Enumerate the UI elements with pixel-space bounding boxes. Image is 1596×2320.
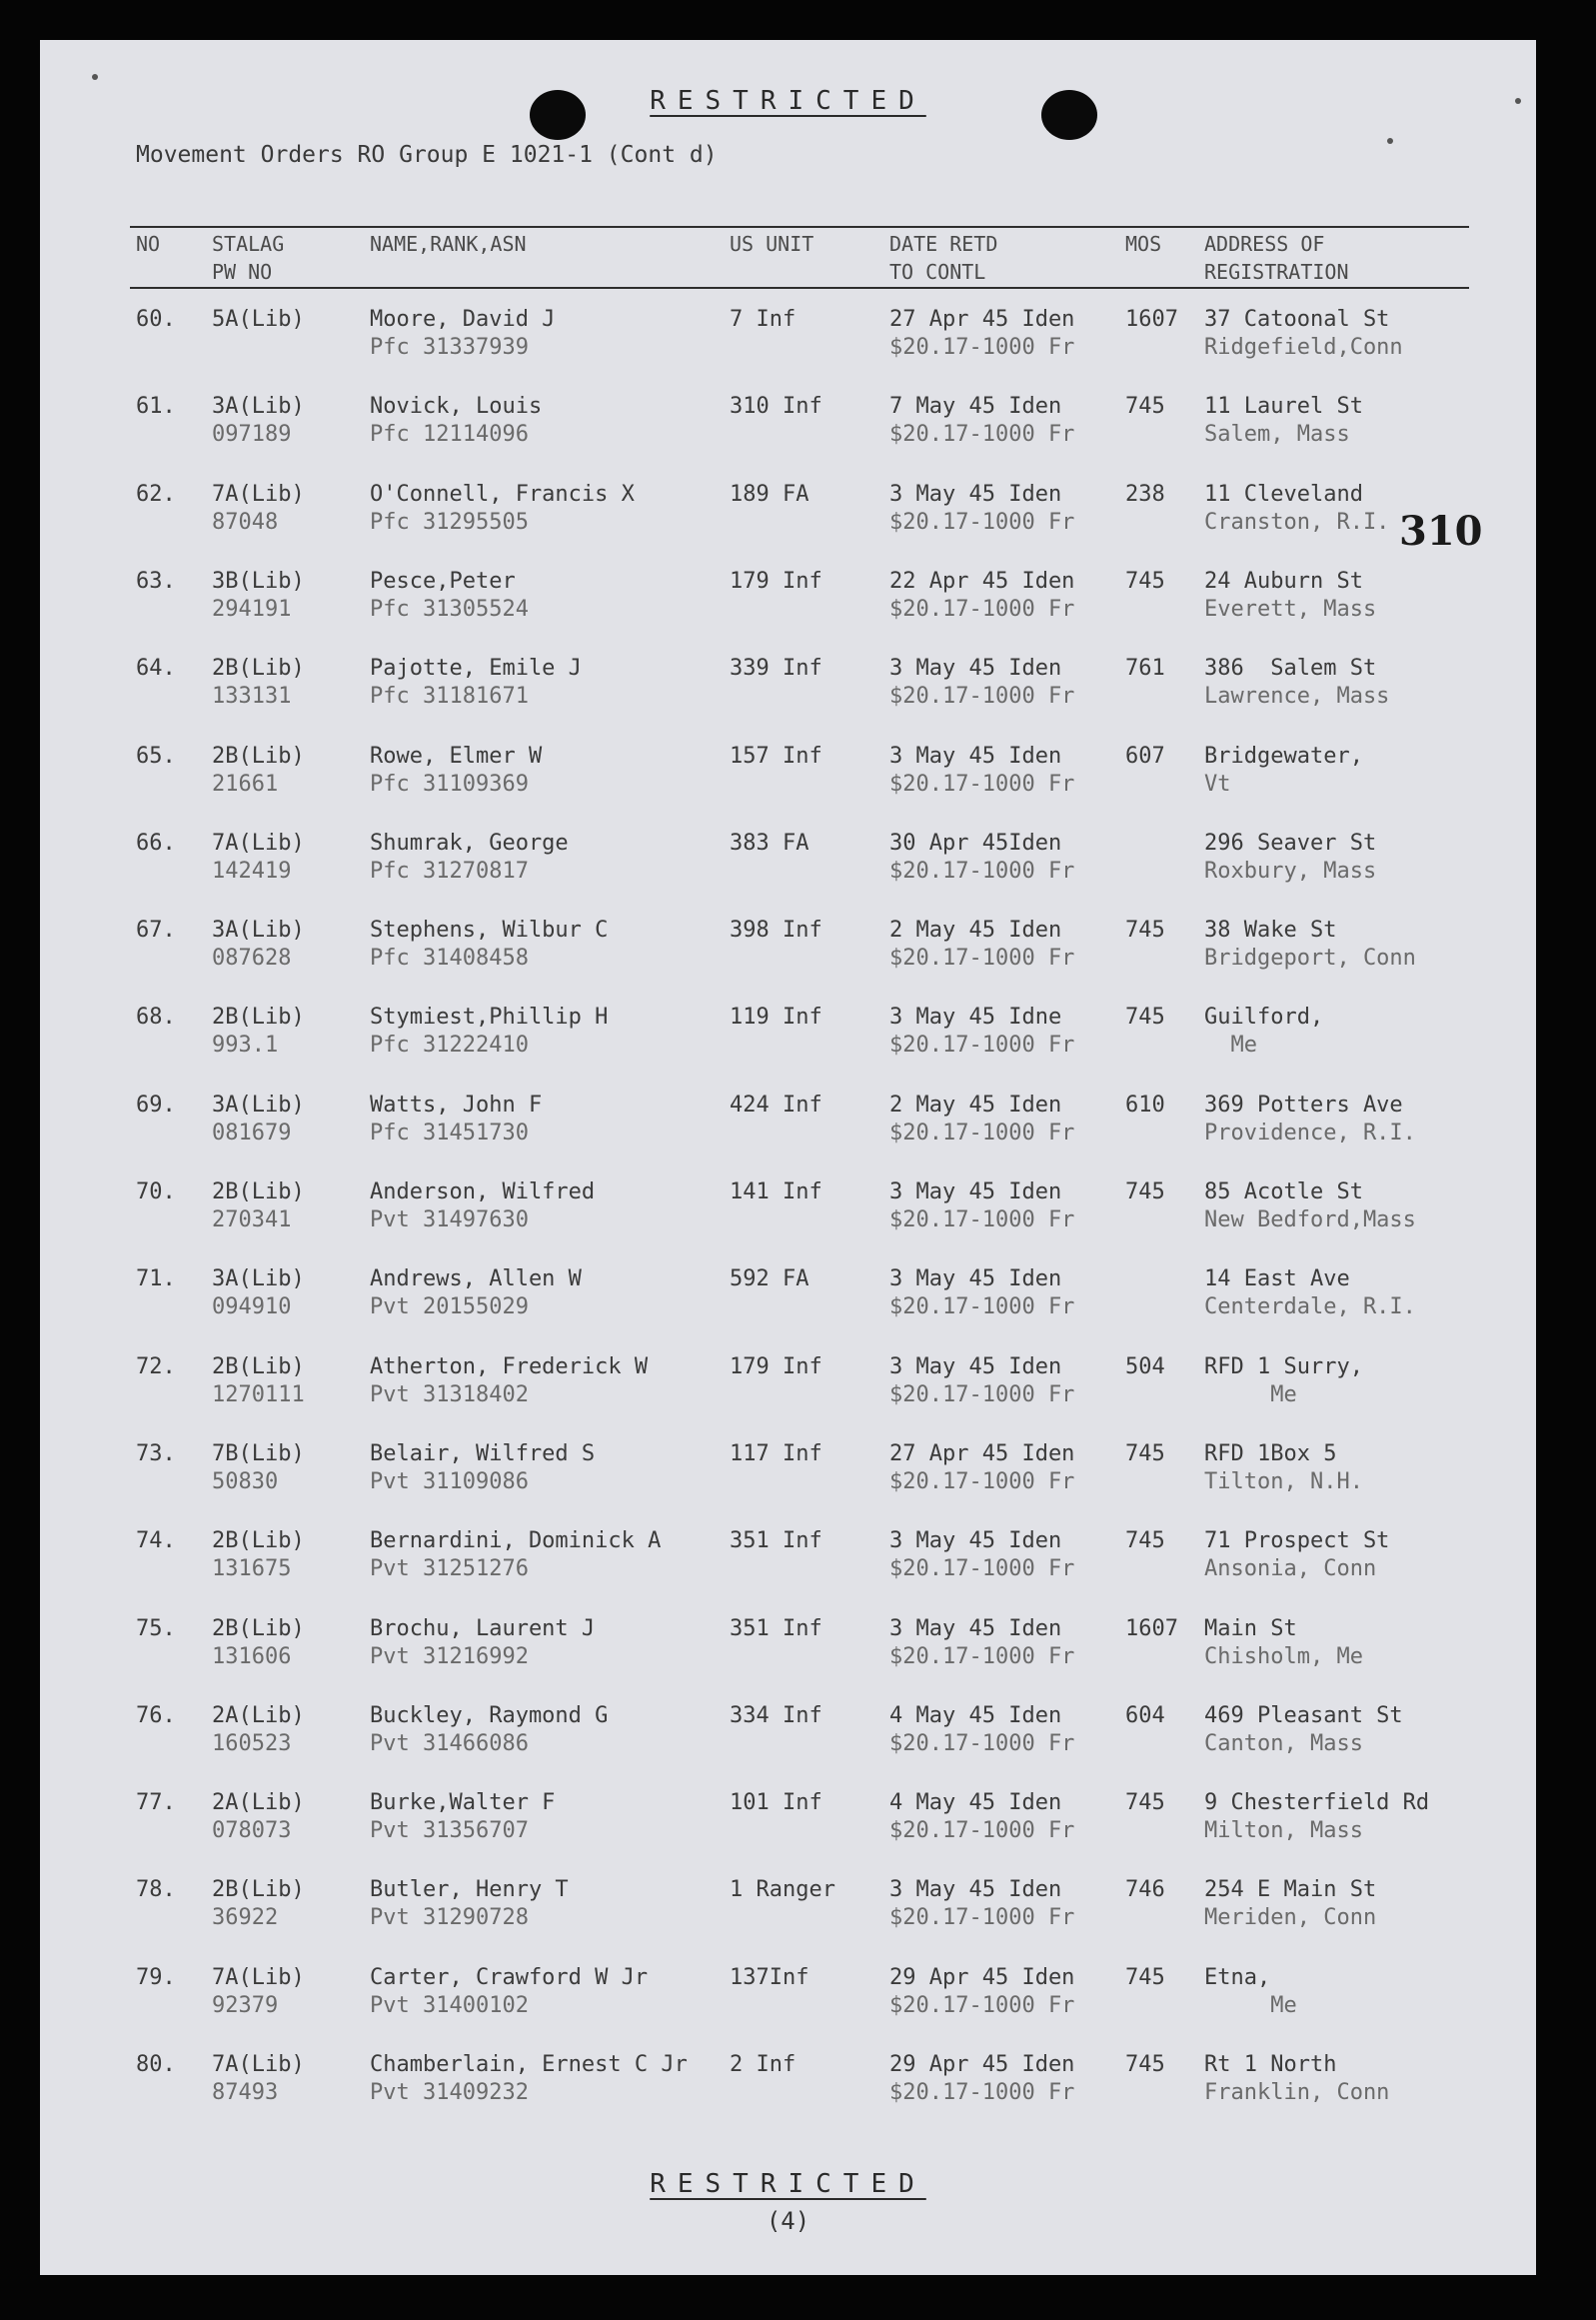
row-number: 70.	[136, 1179, 176, 1204]
document-subtitle: Movement Orders RO Group E 1021-1 (Cont d)	[136, 142, 718, 168]
soldier-name: Butler, Henry T	[370, 1877, 569, 1903]
pw-number: 21661	[212, 771, 279, 797]
pw-number: 097189	[212, 422, 292, 448]
rank-asn: Pfc 31408458	[370, 946, 529, 972]
address-line2: Roxbury, Mass	[1204, 858, 1377, 884]
column-header-unit: US UNIT	[730, 232, 814, 256]
classification-header: RESTRICTED	[650, 86, 926, 116]
mos-code: 610	[1125, 1092, 1165, 1118]
speck	[1387, 138, 1393, 144]
pw-number: 160523	[212, 1730, 292, 1756]
us-unit: 383 FA	[730, 830, 809, 856]
rank-asn: Pvt 31318402	[370, 1381, 529, 1407]
pw-number: 081679	[212, 1120, 292, 1146]
table-row	[40, 393, 1536, 473]
table-row	[40, 1092, 1536, 1171]
stalag: 3A(Lib)	[212, 394, 305, 420]
stalag: 5A(Lib)	[212, 307, 305, 332]
stalag: 2A(Lib)	[212, 1702, 305, 1728]
us-unit: 137Inf	[730, 1964, 809, 1990]
address-line1: 85 Acotle St	[1204, 1179, 1363, 1204]
soldier-name: Watts, John F	[370, 1092, 543, 1118]
address-line2: Cranston, R.I.	[1204, 509, 1390, 535]
speck	[92, 74, 98, 80]
row-number: 62.	[136, 481, 176, 507]
date-returned: 3 May 45 Idne	[889, 1005, 1062, 1031]
pw-number: 993.1	[212, 1033, 279, 1059]
us-unit: 141 Inf	[730, 1179, 822, 1204]
address-line1: 14 East Ave	[1204, 1266, 1350, 1292]
soldier-name: Atherton, Frederick W	[370, 1353, 649, 1379]
rank-asn: Pvt 31251276	[370, 1556, 529, 1582]
address-line2: Chisholm, Me	[1204, 1643, 1363, 1669]
soldier-name: Buckley, Raymond G	[370, 1702, 609, 1728]
stalag: 3A(Lib)	[212, 1266, 305, 1292]
rank-asn: Pfc 31270817	[370, 858, 529, 884]
mos-code: 745	[1125, 1179, 1165, 1204]
address-line2: Ansonia, Conn	[1204, 1556, 1377, 1582]
row-number: 63.	[136, 568, 176, 594]
address-line1: 24 Auburn St	[1204, 568, 1363, 594]
table-row	[40, 1964, 1536, 2044]
column-header-no: NO	[136, 232, 161, 256]
table-row	[40, 1440, 1536, 1520]
address-line1: 9 Chesterfield Rd	[1204, 1790, 1430, 1816]
stalag: 2B(Lib)	[212, 1877, 305, 1903]
pw-number: 36922	[212, 1905, 279, 1931]
stalag: 2B(Lib)	[212, 1353, 305, 1379]
address-line2: Centerdale, R.I.	[1204, 1294, 1416, 1320]
mos-code: 745	[1125, 1528, 1165, 1554]
pay-amount: $20.17-1000 Fr	[889, 596, 1075, 622]
pw-number: 131675	[212, 1556, 292, 1582]
table-row	[40, 1527, 1536, 1607]
table-row	[40, 481, 1536, 561]
row-number: 80.	[136, 2052, 176, 2077]
rank-asn: Pvt 31290728	[370, 1905, 529, 1931]
stalag: 2B(Lib)	[212, 1179, 305, 1204]
us-unit: 398 Inf	[730, 918, 822, 944]
pay-amount: $20.17-1000 Fr	[889, 1207, 1075, 1232]
pay-amount: $20.17-1000 Fr	[889, 858, 1075, 884]
address-line1: 369 Potters Ave	[1204, 1092, 1403, 1118]
column-header-address: ADDRESS OF REGISTRATION	[1204, 232, 1349, 284]
date-returned: 3 May 45 Iden	[889, 1353, 1062, 1379]
address-line1: 254 E Main St	[1204, 1877, 1377, 1903]
address-line1: 37 Catoonal St	[1204, 307, 1390, 332]
us-unit: 2 Inf	[730, 2052, 797, 2077]
rank-asn: Pvt 31409232	[370, 2080, 529, 2105]
header-rule-bottom	[130, 287, 1469, 289]
date-returned: 2 May 45 Iden	[889, 918, 1062, 944]
mos-code: 745	[1125, 568, 1165, 594]
us-unit: 592 FA	[730, 1266, 809, 1292]
mos-code: 745	[1125, 1005, 1165, 1031]
us-unit: 101 Inf	[730, 1790, 822, 1816]
stalag: 7A(Lib)	[212, 830, 305, 856]
pay-amount: $20.17-1000 Fr	[889, 1120, 1075, 1146]
stalag: 7A(Lib)	[212, 1964, 305, 1990]
table-row	[40, 1353, 1536, 1433]
rank-asn: Pfc 31337939	[370, 335, 529, 360]
us-unit: 179 Inf	[730, 1353, 822, 1379]
us-unit: 351 Inf	[730, 1528, 822, 1554]
row-number: 68.	[136, 1005, 176, 1031]
rank-asn: Pvt 31109086	[370, 1468, 529, 1494]
us-unit: 7 Inf	[730, 307, 797, 332]
date-returned: 27 Apr 45 Iden	[889, 1440, 1075, 1466]
pw-number: 131606	[212, 1643, 292, 1669]
pw-number: 078073	[212, 1818, 292, 1844]
date-returned: 29 Apr 45 Iden	[889, 2052, 1075, 2077]
mos-code: 746	[1125, 1877, 1165, 1903]
row-number: 71.	[136, 1266, 176, 1292]
mos-code: 607	[1125, 743, 1165, 769]
soldier-name: Moore, David J	[370, 307, 556, 332]
soldier-name: Burke,Walter F	[370, 1790, 556, 1816]
soldier-name: Rowe, Elmer W	[370, 743, 543, 769]
pay-amount: $20.17-1000 Fr	[889, 1992, 1075, 2018]
pw-number: 294191	[212, 596, 292, 622]
mos-code: 745	[1125, 1440, 1165, 1466]
mos-code: 504	[1125, 1353, 1165, 1379]
row-number: 76.	[136, 1702, 176, 1728]
row-number: 60.	[136, 307, 176, 332]
mos-code: 745	[1125, 394, 1165, 420]
pay-amount: $20.17-1000 Fr	[889, 2080, 1075, 2105]
address-line1: Bridgewater,	[1204, 743, 1363, 769]
pw-number: 1270111	[212, 1381, 305, 1407]
address-line2: Meriden, Conn	[1204, 1905, 1377, 1931]
pw-number: 50830	[212, 1468, 279, 1494]
us-unit: 189 FA	[730, 481, 809, 507]
page-number: (4)	[766, 2207, 810, 2235]
rank-asn: Pvt 31400102	[370, 1992, 529, 2018]
soldier-name: Anderson, Wilfred	[370, 1179, 596, 1204]
stalag: 3B(Lib)	[212, 568, 305, 594]
table-row	[40, 830, 1536, 910]
column-header-mos: MOS	[1125, 232, 1162, 256]
address-line1: 469 Pleasant St	[1204, 1702, 1403, 1728]
soldier-name: Shumrak, George	[370, 830, 569, 856]
stalag: 2A(Lib)	[212, 1790, 305, 1816]
rank-asn: Pfc 31305524	[370, 596, 529, 622]
pay-amount: $20.17-1000 Fr	[889, 509, 1075, 535]
address-line1: Main St	[1204, 1615, 1297, 1641]
mos-code: 745	[1125, 918, 1165, 944]
date-returned: 3 May 45 Iden	[889, 1528, 1062, 1554]
table-row	[40, 1789, 1536, 1869]
address-line2: Providence, R.I.	[1204, 1120, 1416, 1146]
table-row	[40, 1265, 1536, 1345]
rank-asn: Pfc 12114096	[370, 422, 529, 448]
soldier-name: Bernardini, Dominick A	[370, 1528, 662, 1554]
address-line1: 11 Cleveland	[1204, 481, 1363, 507]
row-number: 73.	[136, 1440, 176, 1466]
mos-code: 1607	[1125, 1615, 1178, 1641]
table-row	[40, 1004, 1536, 1084]
us-unit: 119 Inf	[730, 1005, 822, 1031]
column-header-name: NAME,RANK,ASN	[370, 232, 527, 256]
address-line2: Lawrence, Mass	[1204, 684, 1390, 710]
mos-code: 604	[1125, 1702, 1165, 1728]
table-row	[40, 2051, 1536, 2131]
pay-amount: $20.17-1000 Fr	[889, 1818, 1075, 1844]
rank-asn: Pvt 31497630	[370, 1207, 529, 1232]
rank-asn: Pfc 31222410	[370, 1033, 529, 1059]
document-page	[40, 40, 1536, 2275]
address-line1: 71 Prospect St	[1204, 1528, 1390, 1554]
table-row	[40, 1702, 1536, 1782]
us-unit: 351 Inf	[730, 1615, 822, 1641]
stalag: 3A(Lib)	[212, 1092, 305, 1118]
table-row	[40, 568, 1536, 648]
pw-number: 094910	[212, 1294, 292, 1320]
pw-number: 087628	[212, 946, 292, 972]
address-line2: Me	[1204, 1033, 1257, 1059]
us-unit: 1 Ranger	[730, 1877, 835, 1903]
mos-code: 745	[1125, 1790, 1165, 1816]
soldier-name: Carter, Crawford W Jr	[370, 1964, 649, 1990]
row-number: 69.	[136, 1092, 176, 1118]
stalag: 3A(Lib)	[212, 918, 305, 944]
row-number: 77.	[136, 1790, 176, 1816]
pw-number: 87493	[212, 2080, 279, 2105]
row-number: 74.	[136, 1528, 176, 1554]
soldier-name: Brochu, Laurent J	[370, 1615, 596, 1641]
stalag: 2B(Lib)	[212, 656, 305, 682]
date-returned: 3 May 45 Iden	[889, 1615, 1062, 1641]
date-returned: 7 May 45 Iden	[889, 394, 1062, 420]
row-number: 64.	[136, 656, 176, 682]
mos-code: 238	[1125, 481, 1165, 507]
date-returned: 3 May 45 Iden	[889, 1179, 1062, 1204]
address-line1: 11 Laurel St	[1204, 394, 1363, 420]
pw-number: 87048	[212, 509, 279, 535]
address-line2: Franklin, Conn	[1204, 2080, 1390, 2105]
date-returned: 3 May 45 Iden	[889, 481, 1062, 507]
pw-number: 270341	[212, 1207, 292, 1232]
column-header-date: DATE RETD TO CONTL	[889, 232, 998, 284]
mos-code: 745	[1125, 1964, 1165, 1990]
soldier-name: Pajotte, Emile J	[370, 656, 582, 682]
pay-amount: $20.17-1000 Fr	[889, 684, 1075, 710]
date-returned: 3 May 45 Iden	[889, 1877, 1062, 1903]
rank-asn: Pvt 31216992	[370, 1643, 529, 1669]
pay-amount: $20.17-1000 Fr	[889, 1033, 1075, 1059]
address-line1: RFD 1 Surry,	[1204, 1353, 1363, 1379]
date-returned: 29 Apr 45 Iden	[889, 1964, 1075, 1990]
stalag: 2B(Lib)	[212, 1615, 305, 1641]
mos-code: 1607	[1125, 307, 1178, 332]
rank-asn: Pfc 31109369	[370, 771, 529, 797]
us-unit: 334 Inf	[730, 1702, 822, 1728]
soldier-name: Novick, Louis	[370, 394, 543, 420]
us-unit: 339 Inf	[730, 656, 822, 682]
date-returned: 2 May 45 Iden	[889, 1092, 1062, 1118]
pay-amount: $20.17-1000 Fr	[889, 1643, 1075, 1669]
mos-code: 761	[1125, 656, 1165, 682]
row-number: 65.	[136, 743, 176, 769]
soldier-name: Pesce,Peter	[370, 568, 516, 594]
header-rule-top	[130, 226, 1469, 228]
table-row	[40, 917, 1536, 997]
soldier-name: Chamberlain, Ernest C Jr	[370, 2052, 688, 2077]
rank-asn: Pvt 20155029	[370, 1294, 529, 1320]
address-line2: Milton, Mass	[1204, 1818, 1363, 1844]
date-returned: 22 Apr 45 Iden	[889, 568, 1075, 594]
us-unit: 310 Inf	[730, 394, 822, 420]
address-line2: Everett, Mass	[1204, 596, 1377, 622]
rank-asn: Pfc 31181671	[370, 684, 529, 710]
soldier-name: Stephens, Wilbur C	[370, 918, 609, 944]
table-row	[40, 743, 1536, 823]
rank-asn: Pfc 31451730	[370, 1120, 529, 1146]
address-line1: 296 Seaver St	[1204, 830, 1377, 856]
row-number: 72.	[136, 1353, 176, 1379]
address-line1: 386 Salem St	[1204, 656, 1377, 682]
stalag: 7A(Lib)	[212, 2052, 305, 2077]
pw-number: 92379	[212, 1992, 279, 2018]
pay-amount: $20.17-1000 Fr	[889, 1381, 1075, 1407]
pay-amount: $20.17-1000 Fr	[889, 1294, 1075, 1320]
pay-amount: $20.17-1000 Fr	[889, 335, 1075, 360]
pay-amount: $20.17-1000 Fr	[889, 1556, 1075, 1582]
address-line2: Me	[1204, 1381, 1297, 1407]
address-line2: New Bedford,Mass	[1204, 1207, 1416, 1232]
soldier-name: O'Connell, Francis X	[370, 481, 635, 507]
us-unit: 117 Inf	[730, 1440, 822, 1466]
stalag: 2B(Lib)	[212, 1005, 305, 1031]
stalag: 7B(Lib)	[212, 1440, 305, 1466]
address-line1: Etna,	[1204, 1964, 1271, 1990]
row-number: 66.	[136, 830, 176, 856]
pw-number: 133131	[212, 684, 292, 710]
address-line2: Tilton, N.H.	[1204, 1468, 1363, 1494]
row-number: 67.	[136, 918, 176, 944]
stalag: 2B(Lib)	[212, 1528, 305, 1554]
column-header-stalag: STALAG PW NO	[212, 232, 285, 284]
stalag: 2B(Lib)	[212, 743, 305, 769]
table-row	[40, 1178, 1536, 1258]
date-returned: 27 Apr 45 Iden	[889, 307, 1075, 332]
pay-amount: $20.17-1000 Fr	[889, 771, 1075, 797]
address-line1: 38 Wake St	[1204, 918, 1337, 944]
soldier-name: Andrews, Allen W	[370, 1266, 582, 1292]
address-line2: Ridgefield,Conn	[1204, 335, 1403, 360]
table-row	[40, 1615, 1536, 1695]
pay-amount: $20.17-1000 Fr	[889, 1468, 1075, 1494]
date-returned: 4 May 45 Iden	[889, 1702, 1062, 1728]
stalag: 7A(Lib)	[212, 481, 305, 507]
row-number: 79.	[136, 1964, 176, 1990]
row-number: 61.	[136, 394, 176, 420]
date-returned: 3 May 45 Iden	[889, 1266, 1062, 1292]
address-line2: Me	[1204, 1992, 1297, 2018]
handwritten-annotation: 310	[1399, 508, 1483, 555]
date-returned: 3 May 45 Iden	[889, 743, 1062, 769]
address-line2: Vt	[1204, 771, 1231, 797]
soldier-name: Belair, Wilfred S	[370, 1440, 596, 1466]
date-returned: 30 Apr 45Iden	[889, 830, 1062, 856]
table-row	[40, 306, 1536, 386]
table-row	[40, 655, 1536, 735]
address-line1: RFD 1Box 5	[1204, 1440, 1337, 1466]
table-row	[40, 1876, 1536, 1956]
address-line2: Salem, Mass	[1204, 422, 1350, 448]
date-returned: 3 May 45 Iden	[889, 656, 1062, 682]
rank-asn: Pvt 31466086	[370, 1730, 529, 1756]
us-unit: 179 Inf	[730, 568, 822, 594]
row-number: 75.	[136, 1615, 176, 1641]
date-returned: 4 May 45 Iden	[889, 1790, 1062, 1816]
row-number: 78.	[136, 1877, 176, 1903]
address-line2: Canton, Mass	[1204, 1730, 1363, 1756]
pay-amount: $20.17-1000 Fr	[889, 422, 1075, 448]
classification-footer: RESTRICTED	[650, 2169, 926, 2199]
rank-asn: Pvt 31356707	[370, 1818, 529, 1844]
address-line2: Bridgeport, Conn	[1204, 946, 1416, 972]
pay-amount: $20.17-1000 Fr	[889, 1730, 1075, 1756]
pay-amount: $20.17-1000 Fr	[889, 946, 1075, 972]
pw-number: 142419	[212, 858, 292, 884]
pay-amount: $20.17-1000 Fr	[889, 1905, 1075, 1931]
address-line1: Rt 1 North	[1204, 2052, 1337, 2077]
address-line1: Guilford,	[1204, 1005, 1324, 1031]
mos-code: 745	[1125, 2052, 1165, 2077]
us-unit: 424 Inf	[730, 1092, 822, 1118]
rank-asn: Pfc 31295505	[370, 509, 529, 535]
soldier-name: Stymiest,Phillip H	[370, 1005, 609, 1031]
us-unit: 157 Inf	[730, 743, 822, 769]
